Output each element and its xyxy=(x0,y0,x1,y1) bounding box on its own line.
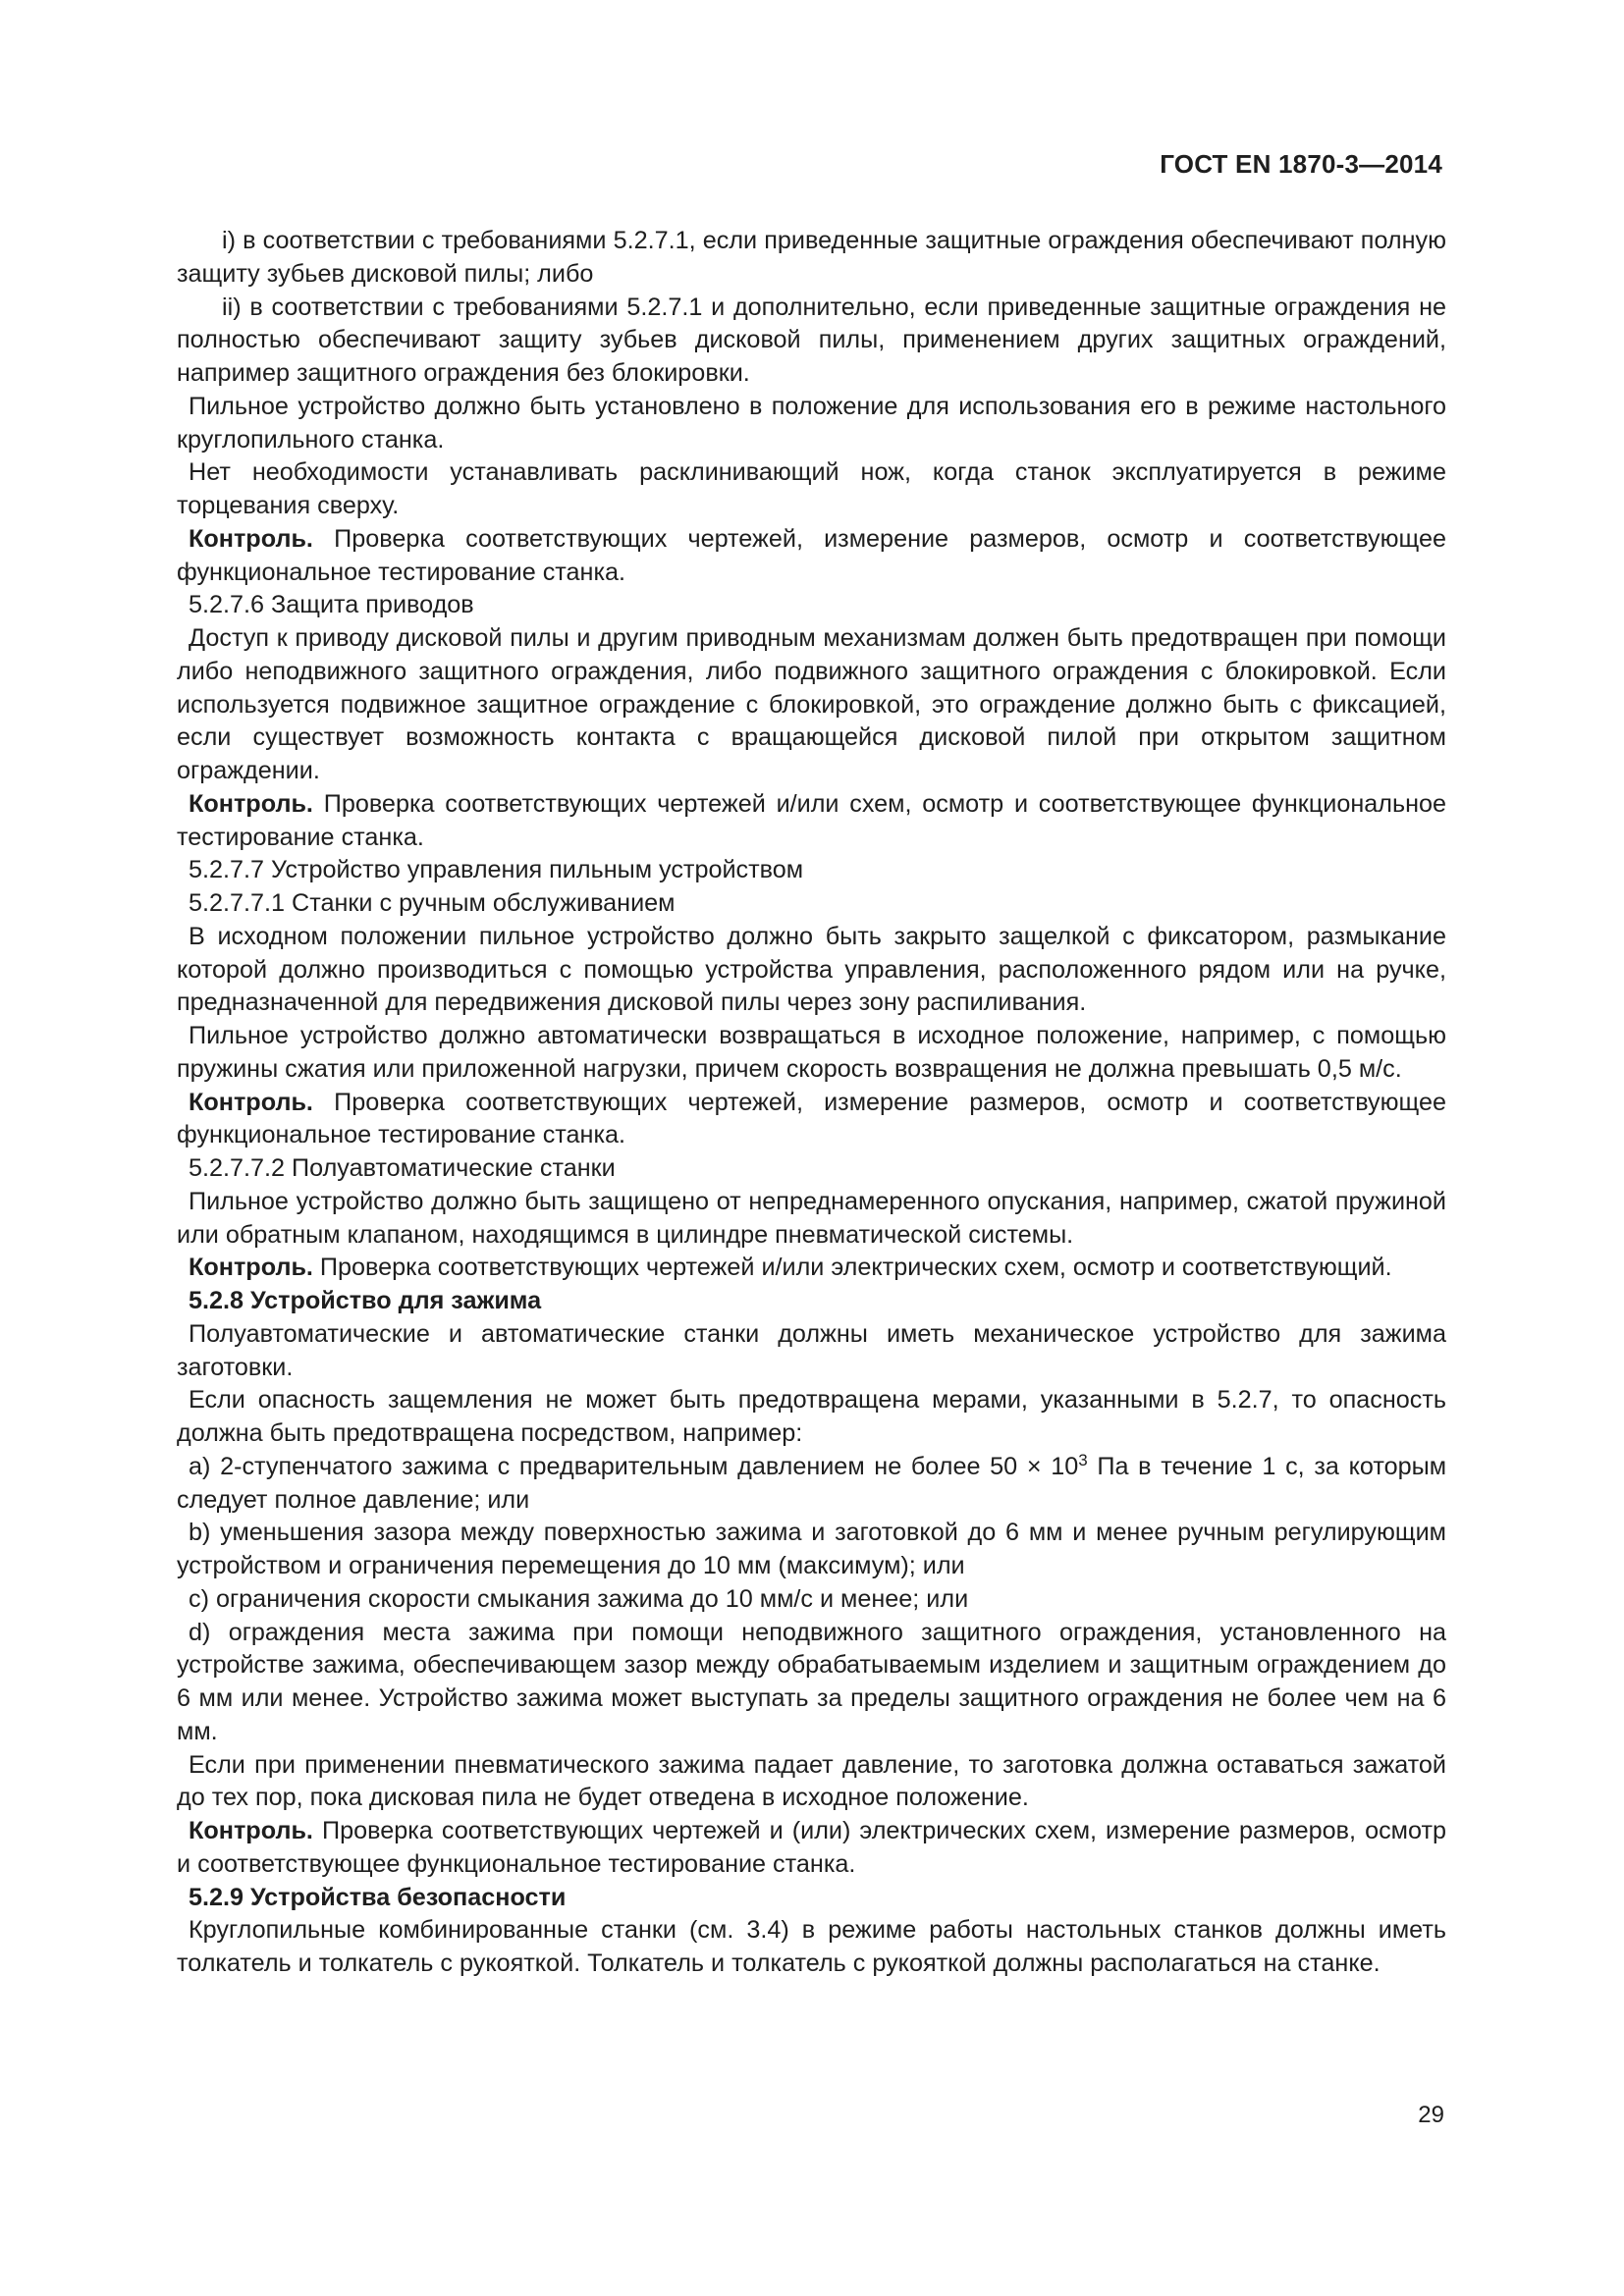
body-paragraph xyxy=(177,1583,1446,1617)
body-paragraph xyxy=(177,523,1446,590)
section-heading xyxy=(177,1882,1446,1915)
paragraph-text: Пильное устройство должно быть защищено от непреднамеренного опускания, например, сжатой пружиной или обратным клапаном, находящимся в цилиндре пневматической системы. xyxy=(177,1187,1446,1249)
control-label: Контроль. xyxy=(189,1088,313,1116)
control-label: Контроль. xyxy=(189,1817,313,1844)
control-label: Контроль. xyxy=(189,1254,313,1282)
paragraph-text: 5.2.7.7.1 Станки с ручным обслуживанием xyxy=(189,889,676,917)
body-paragraph xyxy=(177,1186,1446,1253)
paragraph-text: 5.2.7.7 Устройство управления пильным устройством xyxy=(189,856,804,884)
control-label: Контроль. xyxy=(189,789,313,818)
body-paragraph xyxy=(177,887,1446,921)
control-label: Контроль. xyxy=(189,524,313,553)
paragraph-text: b) уменьшения зазора между поверхностью зажима и заготовкой до 6 мм и менее ручным регулирующим устройством и ограничения перемещения до 10 мм (максимум); или xyxy=(177,1519,1446,1579)
paragraph-text: Нет необходимости устанавливать расклинивающий нож, когда станок эксплуатируется в режиме торцевания сверху. xyxy=(177,458,1446,519)
paragraph-text: Круглопильные комбинированные станки (см. 3.4) в режиме работы настольных станков должны иметь толкатель и толкатель с рукояткой. Толкатель и толкатель с рукояткой должны располагаться на станке. xyxy=(177,1916,1446,1977)
body-paragraph xyxy=(177,1914,1446,1981)
paragraph-text: 5.2.7.7.2 Полуавтоматические станки xyxy=(189,1154,616,1182)
body-paragraph xyxy=(177,391,1446,457)
body-paragraph xyxy=(177,1020,1446,1087)
paragraph-text: В исходном положении пильное устройство должно быть закрыто защелкой с фиксатором, размыкание которой должно производиться с помощью устройства управления, расположенного рядом или на ручке, предназначенной для передвижения дисковой пилы через зону распиливания. xyxy=(177,922,1446,1017)
body-paragraph xyxy=(177,1318,1446,1385)
paragraph-text: 5.2.9 Устройства безопасности xyxy=(189,1883,567,1911)
body-paragraph xyxy=(177,622,1446,788)
paragraph-text: Доступ к приводу дисковой пилы и другим приводным механизмам должен быть предотвращен при помощи либо неподвижного защитного ограждения, либо подвижного защитного ограждения с блокировкой. Если используется подвижное защитное ограждение с блокировкой, это ограждение должно быть с фиксацией, если существует возможность контакта с вращающейся дисковой пилой при открытом защитном ограждении. xyxy=(177,624,1446,784)
body-paragraph xyxy=(177,1617,1446,1749)
paragraph-text: 5.2.8 Устройство для зажима xyxy=(189,1287,542,1314)
paragraph-text: Проверка соответствующих чертежей и (или) электрических схем, измерение размеров, осмотр и соответствующее функциональное тестирование станка. xyxy=(177,1817,1446,1878)
body-paragraph xyxy=(177,1517,1446,1583)
paragraph-text-tail: Па в течение 1 с, за которым следует полное давление; или xyxy=(177,1452,1447,1514)
section-heading xyxy=(177,1285,1446,1318)
paragraph-text: Полуавтоматические и автоматические станки должны иметь механическое устройство для зажима заготовки. xyxy=(177,1319,1446,1381)
body-paragraph xyxy=(177,292,1446,391)
body-paragraph xyxy=(177,456,1446,523)
body-paragraph xyxy=(177,788,1446,855)
body-paragraph xyxy=(177,921,1446,1020)
document-body xyxy=(177,225,1446,1981)
paragraph-text: a) 2-ступенчатого зажима с предварительным давлением не более 50 × 10 xyxy=(189,1452,1079,1480)
body-paragraph xyxy=(177,1087,1446,1153)
body-paragraph xyxy=(177,1815,1446,1882)
paragraph-text: Проверка соответствующих чертежей, измерение размеров, осмотр и соответствующее функциональное тестирование станка. xyxy=(177,524,1446,586)
body-paragraph xyxy=(177,1384,1446,1451)
paragraph-text: Проверка соответствующих чертежей и/или электрических схем, осмотр и соответствующий. xyxy=(312,1254,1392,1282)
paragraph-text: d) ограждения места зажима при помощи неподвижного защитного ограждения, установленного на устройстве зажима, обеспечивающем зазор между обрабатываемым изделием и защитным ограждением до 6 мм или менее. Устройство зажима может выступать за пределы защитного ограждения не более чем на 6 мм. xyxy=(177,1618,1446,1745)
body-paragraph xyxy=(177,225,1446,292)
body-paragraph xyxy=(177,854,1446,887)
paragraph-text: 5.2.7.6 Защита приводов xyxy=(189,591,474,619)
body-paragraph xyxy=(177,1451,1446,1518)
paragraph-text: c) ограничения скорости смыкания зажима до 10 мм/с и менее; или xyxy=(189,1584,969,1613)
body-paragraph xyxy=(177,1252,1446,1285)
superscript: 3 xyxy=(1078,1450,1088,1469)
paragraph-text: Если опасность защемления не может быть предотвращена мерами, указанными в 5.2.7, то опасность должна быть предотвращена посредством, например: xyxy=(177,1386,1446,1447)
paragraph-text: Проверка соответствующих чертежей, измерение размеров, осмотр и соответствующее функциональное тестирование станка. xyxy=(177,1088,1446,1149)
paragraph-text: i) в соответствии с требованиями 5.2.7.1, если приведенные защитные ограждения обеспечивают полную защиту зубьев дисковой пилы; либо xyxy=(177,227,1446,288)
paragraph-text: Если при применении пневматического зажима падает давление, то заготовка должна оставаться зажатой до тех пор, пока дисковая пила не будет отведена в исходное положение. xyxy=(177,1750,1446,1812)
paragraph-text: ii) в соответствии с требованиями 5.2.7.1 и дополнительно, если приведенные защитные ограждения не полностью обеспечивают защиту зубьев дисковой пилы, применением других защитных ограждений, например защитного ограждения без блокировки. xyxy=(177,293,1446,387)
document-code-header: ГОСТ EN 1870-3—2014 xyxy=(1160,149,1442,179)
paragraph-text: Пильное устройство должно автоматически возвращаться в исходное положение, например, с помощью пружины сжатия или приложенной нагрузки, причем скорость возвращения не должна превышать 0,5 м/с. xyxy=(177,1022,1446,1083)
page-number: 29 xyxy=(1418,2102,1444,2128)
body-paragraph xyxy=(177,1152,1446,1186)
body-paragraph xyxy=(177,589,1446,622)
body-paragraph xyxy=(177,1749,1446,1816)
paragraph-text: Пильное устройство должно быть установлено в положение для использования его в режиме настольного круглопильного станка. xyxy=(177,392,1446,454)
paragraph-text: Проверка соответствующих чертежей и/или схем, осмотр и соответствующее функциональное тестирование станка. xyxy=(177,789,1446,851)
